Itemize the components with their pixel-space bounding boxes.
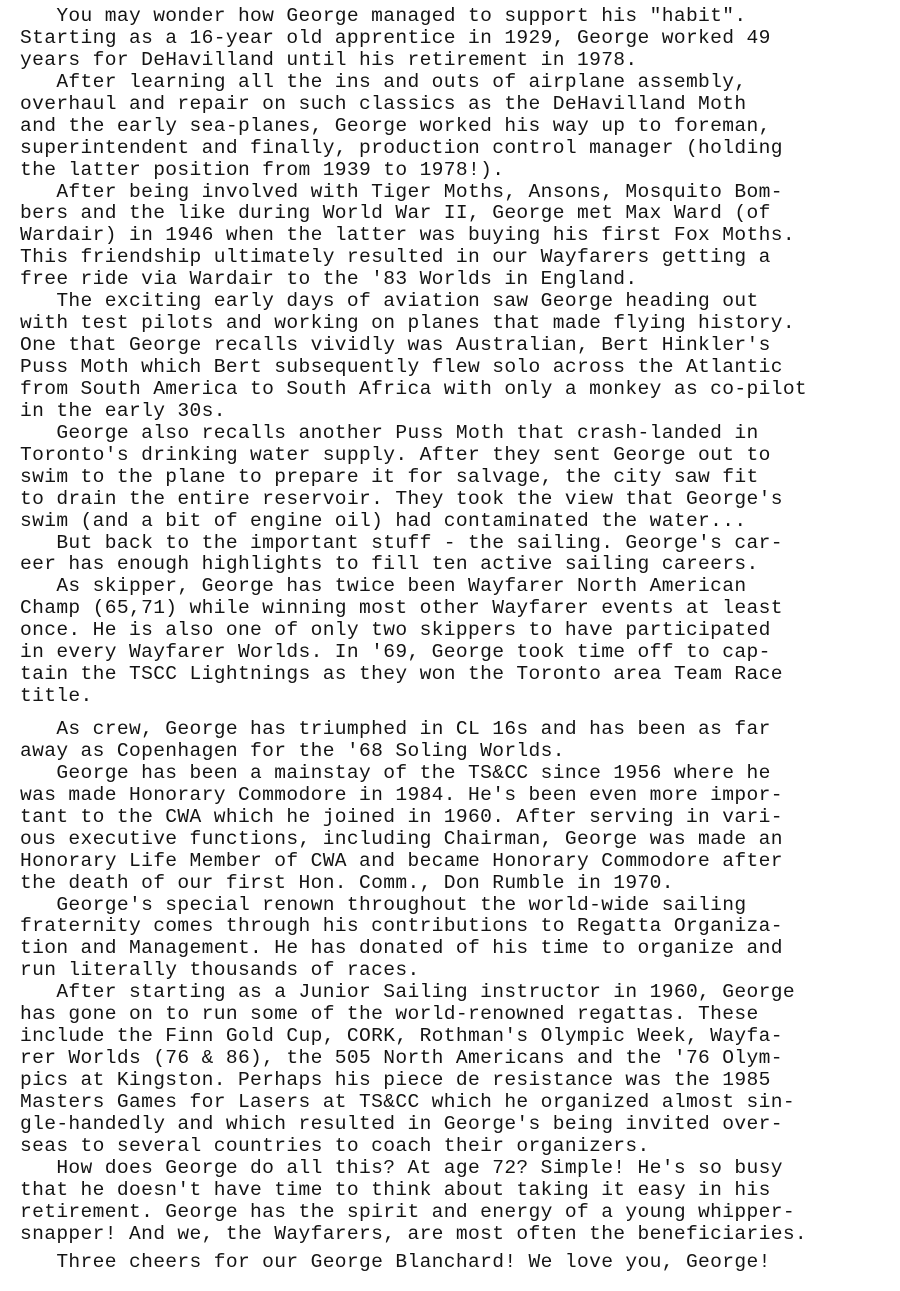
text-line: superintendent and finally, production control manager (holding — [20, 136, 783, 159]
text-line: Starting as a 16-year old apprentice in 1929, George worked 49 — [20, 26, 771, 49]
text-line: As crew, George has triumphed in CL 16s and has been as far — [20, 718, 771, 740]
text-line: Puss Moth which Bert subsequently flew solo across the Atlantic — [20, 356, 783, 378]
text-line: include the Finn Gold Cup, CORK, Rothman's Olympic Week, Wayfa- — [20, 1025, 783, 1048]
text-line: Wardair) in 1946 when the latter was buying his first Fox Moths. — [20, 224, 795, 247]
text-line: After starting as a Junior Sailing instructor in 1960, George — [20, 981, 795, 1004]
text-line: gle-handedly and which resulted in George's being invited over- — [20, 1112, 783, 1135]
text-line: fraternity comes through his contributions to Regatta Organiza- — [20, 915, 783, 938]
paragraph — [20, 982, 895, 1158]
text-line: This friendship ultimately resulted in our Wayfarers getting a — [20, 246, 771, 269]
text-line: once. He is also one of only two skippers to have participated — [20, 619, 771, 642]
text-line: and the early sea-planes, George worked his way up to foreman, — [20, 114, 771, 137]
text-line: was made Honorary Commodore in 1984. He's been even more impor- — [20, 783, 783, 806]
text-line: run literally thousands of races. — [20, 959, 420, 982]
paragraph — [20, 533, 895, 577]
text-line: You may wonder how George managed to support his "habit". — [20, 5, 747, 27]
text-line: tain the TSCC Lightnings as they won the Toronto area Team Race — [20, 663, 783, 686]
paragraph — [20, 182, 895, 292]
text-line: swim to the plane to prepare it for salvage, the city saw fit — [20, 465, 759, 488]
text-line: tant to the CWA which he joined in 1960. After serving in vari- — [20, 805, 783, 828]
text-line: overhaul and repair on such classics as the DeHavilland Moth — [20, 92, 747, 115]
text-line: that he doesn't have time to think about taking it easy in his — [20, 1178, 771, 1201]
text-line: Masters Games for Lasers at TS&CC which he organized almost sin- — [20, 1090, 795, 1113]
text-line: As skipper, George has twice been Wayfarer North American — [20, 575, 747, 598]
text-line: bers and the like during World War II, George met Max Ward (of — [20, 202, 771, 225]
paragraph — [20, 423, 895, 533]
paragraph — [20, 719, 895, 763]
text-line: George has been a mainstay of the TS&CC since 1956 where he — [20, 761, 771, 784]
text-line: pics at Kingston. Perhaps his piece de resistance was the 1985 — [20, 1069, 771, 1091]
closing-line: Three cheers for our George Blanchard! We love you, George! — [20, 1250, 771, 1273]
text-line: But back to the important stuff - the sailing. George's car- — [20, 531, 783, 554]
text-line: rer Worlds (76 & 86), the 505 North Americans and the '76 Olym- — [20, 1047, 783, 1070]
document-page — [20, 6, 895, 1273]
text-line: Toronto's drinking water supply. After they sent George out to — [20, 443, 771, 466]
text-line: One that George recalls vividly was Australian, Bert Hinkler's — [20, 334, 771, 357]
text-line: years for DeHavilland until his retirement in 1978. — [20, 48, 638, 71]
text-line: After being involved with Tiger Moths, Ansons, Mosquito Bom- — [20, 180, 783, 203]
text-line: away as Copenhagen for the '68 Soling Worlds. — [20, 739, 565, 762]
text-line: George also recalls another Puss Moth that crash-landed in — [20, 421, 759, 444]
paragraph — [20, 6, 895, 72]
text-line: in every Wayfarer Worlds. In '69, George took time off to cap- — [20, 641, 771, 664]
text-line: The exciting early days of aviation saw George heading out — [20, 290, 759, 313]
text-line: seas to several countries to coach their organizers. — [20, 1134, 650, 1157]
text-line: with test pilots and working on planes that made flying history. — [20, 312, 795, 335]
text-line: Honorary Life Member of CWA and became Honorary Commodore after — [20, 849, 783, 872]
text-line: retirement. George has the spirit and energy of a young whipper- — [20, 1200, 795, 1223]
text-line: the latter position from 1939 to 1978!). — [20, 158, 505, 181]
text-line: free ride via Wardair to the '83 Worlds in England. — [20, 268, 638, 291]
text-line: the death of our first Hon. Comm., Don Rumble in 1970. — [20, 871, 674, 894]
text-line: to drain the entire reservoir. They took the view that George's — [20, 487, 783, 510]
text-line: title. — [20, 685, 93, 708]
text-line: swim (and a bit of engine oil) had contaminated the water... — [20, 509, 747, 532]
text-line: After learning all the ins and outs of airplane assembly, — [20, 70, 747, 93]
paragraph — [20, 895, 895, 983]
paragraph — [20, 763, 895, 895]
text-line: eer has enough highlights to fill ten active sailing careers. — [20, 553, 759, 576]
text-line: in the early 30s. — [20, 399, 226, 422]
text-line: from South America to South Africa with only a monkey as co-pilot — [20, 377, 808, 400]
text-line: George's special renown throughout the world-wide sailing — [20, 893, 747, 916]
text-line: snapper! And we, the Wayfarers, are most often the beneficiaries. — [20, 1222, 808, 1245]
article-body — [20, 6, 895, 1246]
paragraph — [20, 576, 895, 708]
paragraph — [20, 72, 895, 182]
paragraph — [20, 291, 895, 423]
paragraph — [20, 1158, 895, 1246]
text-line: How does George do all this? At age 72? Simple! He's so busy — [20, 1156, 783, 1179]
text-line: tion and Management. He has donated of his time to organize and — [20, 937, 783, 960]
text-line: ous executive functions, including Chairman, George was made an — [20, 827, 783, 850]
text-line: Champ (65,71) while winning most other Wayfarer events at least — [20, 597, 783, 620]
text-line: has gone on to run some of the world-renowned regattas. These — [20, 1003, 759, 1026]
